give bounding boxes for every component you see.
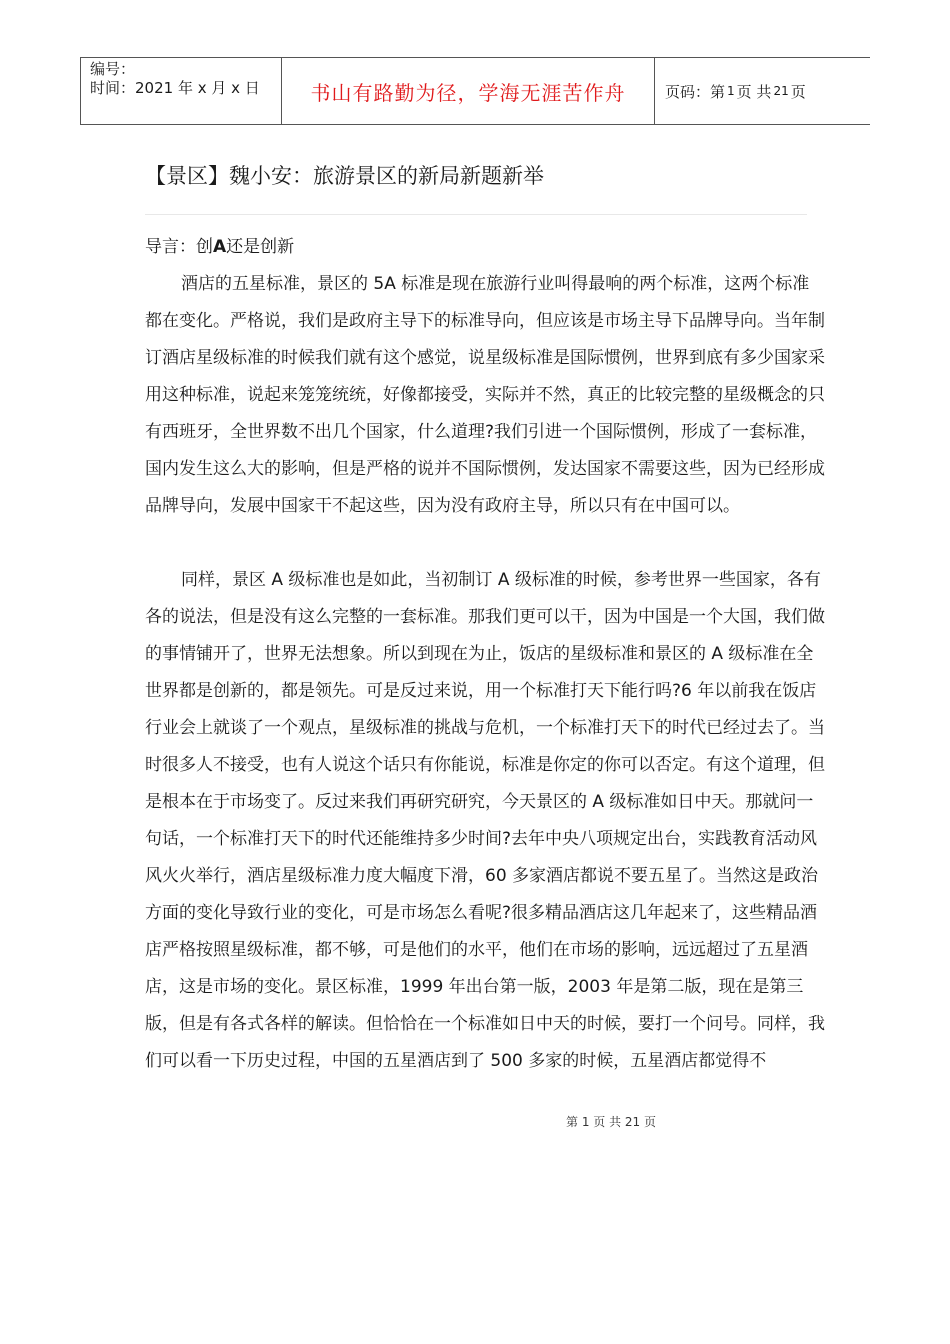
header-motto: 书山有路勤为径，学海无涯苦作舟 (310, 80, 626, 105)
document-date: 时间：2021 年 x 月 x 日 (90, 79, 260, 97)
paragraph-gap (145, 525, 825, 562)
page-current: 1 (727, 84, 735, 98)
document-number-label: 编号： (90, 60, 136, 78)
paragraph-1: 酒店的五星标准，景区的 5A 标准是现在旅游行业叫得最响的两个标准，这两个标准都在变化。严格说，我们是政府主导下的标准导向，但应该是市场主导下品牌导向。当年制订酒店星级标准的时候我们就有这个感觉，说星级标准是国际惯例，世界到底有多少国家采用这种标准，说起来笼笼统统，好像都接受，实际并不然，真正的比较完整的星级概念的只有西班牙，全世界数不出几个国家，什么道理?我们引进一个国际惯例，形成了一套标准，国内发生这么大的影响，但是严格的说并不国际惯例，发达国家不需要这些，因为已经形成品牌导向，发展中国家干不起这些，因为没有政府主导，所以只有在中国可以。 (145, 274, 825, 516)
title-divider (145, 214, 807, 215)
intro-prefix: 导言：创 (145, 237, 213, 257)
page-total: 21 (773, 84, 789, 98)
header-motto-cell (282, 58, 655, 124)
article-title: 【景区】魏小安：旅游景区的新局新题新举 (145, 164, 544, 188)
header-page-cell (655, 58, 871, 124)
document-header-table (80, 57, 870, 125)
page-prefix: 页码：第 (665, 82, 726, 101)
page-footer: 第 1 页 共 21 页 (566, 1115, 656, 1129)
article-body (145, 229, 825, 1080)
intro-suffix: 还是创新 (226, 237, 295, 257)
article-intro (145, 229, 825, 266)
page-middle: 页 共 (736, 82, 772, 101)
intro-bold: A (213, 237, 227, 257)
paragraph-2: 同样，景区 A 级标准也是如此，当初制订 A 级标准的时候，参考世界一些国家，各有各的说法，但是没有这么完整的一套标准。那我们更可以干，因为中国是一个大国，我们做的事情铺开了，世界无法想象。所以到现在为止，饭店的星级标准和景区的 A 级标准在全世界都是创新的，都是领先。可是反过来说，用一个标准打天下能行吗?6 年以前我在饭店行业会上就谈了一个观点，星级标准的挑战与危机，一个标准打天下的时代已经过去了。当时很多人不接受，也有人说这个话只有你能说，标准是你定的你可以否定。有这个道理，但是根本在于市场变了。反过来我们再研究研究，今天景区的 A 级标准如日中天。那就问一句话，一个标准打天下的时代还能维持多少时间?去年中央八项规定出台，实践教育活动风风火火举行，酒店星级标准力度大幅度下滑，60 多家酒店都说不要五星了。当然这是政治方面的变化导致行业的变化，可是市场怎么看呢?很多精品酒店这几年起来了，这些精品酒店严格按照星级标准，都不够，可是他们的水平，他们在市场的影响，远远超过了五星酒店，这是市场的变化。景区标准，1999 年出台第一版，2003 年是第二版，现在是第三版，但是有各式各样的解读。但恰恰在一个标准如日中天的时候，要打一个问号。同样，我们可以看一下历史过程，中国的五星酒店到了 500 多家的时候，五星酒店都觉得不 (145, 570, 825, 1071)
page-suffix: 页 (790, 82, 806, 101)
header-meta-cell (81, 58, 282, 124)
